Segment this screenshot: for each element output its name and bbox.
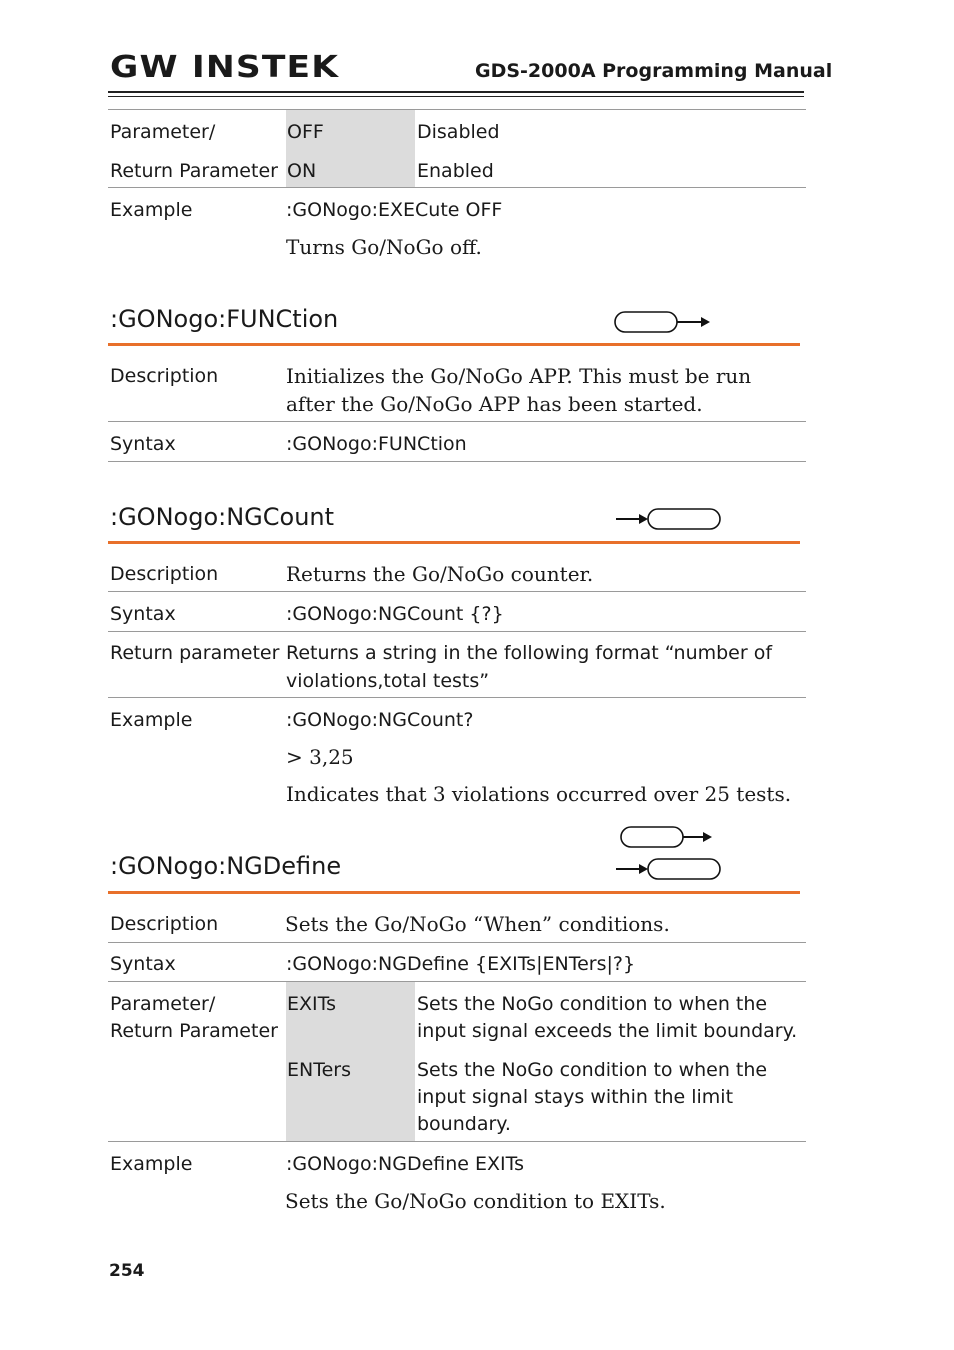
syntax-label: Syntax [110, 433, 176, 455]
query-command-icon [614, 858, 724, 882]
param-desc: input signal exceeds the limit boundary. [417, 1020, 798, 1042]
table-rule [108, 187, 806, 188]
example-command: :GONogo:NGDefine EXITs [286, 1153, 524, 1175]
example-command: :GONogo:NGCount? [286, 709, 474, 731]
example-command: :GONogo:EXECute OFF [286, 199, 503, 221]
param-label: Parameter/ [110, 121, 216, 143]
table-rule [108, 461, 806, 462]
description-label: Description [110, 913, 219, 935]
example-note: Sets the Go/NoGo condition to EXITs. [285, 1189, 666, 1213]
example-result: > 3,25 [286, 745, 354, 769]
example-label: Example [110, 1153, 193, 1175]
table-rule [108, 1141, 806, 1142]
header-rule [108, 91, 804, 93]
syntax-label: Syntax [110, 953, 176, 975]
table-rule [108, 697, 806, 698]
description-text: Sets the Go/NoGo “When” conditions. [285, 912, 670, 936]
return-text: Returns a string in the following format “number of [286, 642, 773, 664]
param-value: ENTers [287, 1059, 351, 1081]
description-text: Initializes the Go/NoGo APP. This must be run [286, 364, 752, 388]
table-rule [108, 109, 806, 110]
section-rule [108, 891, 800, 894]
table-rule [108, 981, 806, 982]
section-rule [108, 541, 800, 544]
command-title: :GONogo:NGDefine [110, 852, 342, 880]
set-command-icon [614, 311, 714, 335]
example-label: Example [110, 709, 193, 731]
param-desc: Sets the NoGo condition to when the [417, 1059, 768, 1081]
example-label: Example [110, 199, 193, 221]
command-title: :GONogo:NGCount [110, 503, 335, 531]
syntax-text: :GONogo:NGDefine {EXITs|ENTers|?} [286, 953, 636, 975]
table-rule [108, 942, 806, 943]
query-command-icon [614, 508, 724, 532]
description-label: Description [110, 365, 219, 387]
return-label: Return parameter [110, 642, 280, 664]
param-value: ON [287, 160, 317, 182]
param-desc: Sets the NoGo condition to when the [417, 993, 768, 1015]
page-number: 254 [109, 1261, 145, 1281]
example-note: Turns Go/NoGo off. [286, 235, 482, 259]
param-value: OFF [287, 121, 324, 143]
example-note: Indicates that 3 violations occurred over 25 tests. [286, 782, 792, 806]
description-text: Returns the Go/NoGo counter. [286, 562, 594, 586]
param-label: Return Parameter [110, 160, 278, 182]
description-text: after the Go/NoGo APP has been started. [286, 392, 703, 416]
manual-title: GDS-2000A Programming Manual [475, 60, 833, 82]
command-title: :GONogo:FUNCtion [110, 305, 339, 333]
header-rule-thin [108, 96, 804, 97]
section-rule [108, 343, 800, 346]
param-desc: Disabled [417, 121, 500, 143]
syntax-label: Syntax [110, 603, 176, 625]
param-label: Parameter/ [110, 993, 216, 1015]
param-value: EXITs [287, 993, 336, 1015]
param-desc: Enabled [417, 160, 494, 182]
description-label: Description [110, 563, 219, 585]
return-text: violations,total tests” [286, 670, 490, 692]
table-rule [108, 421, 806, 422]
syntax-text: :GONogo:NGCount {?} [286, 603, 504, 625]
table-rule [108, 631, 806, 632]
param-desc: boundary. [417, 1113, 511, 1135]
syntax-text: :GONogo:FUNCtion [286, 433, 467, 455]
param-label: Return Parameter [110, 1020, 278, 1042]
set-command-icon [620, 826, 720, 850]
brand-logo: GW INSTEK [110, 50, 340, 85]
param-desc: input signal stays within the limit [417, 1086, 734, 1108]
table-rule [108, 591, 806, 592]
